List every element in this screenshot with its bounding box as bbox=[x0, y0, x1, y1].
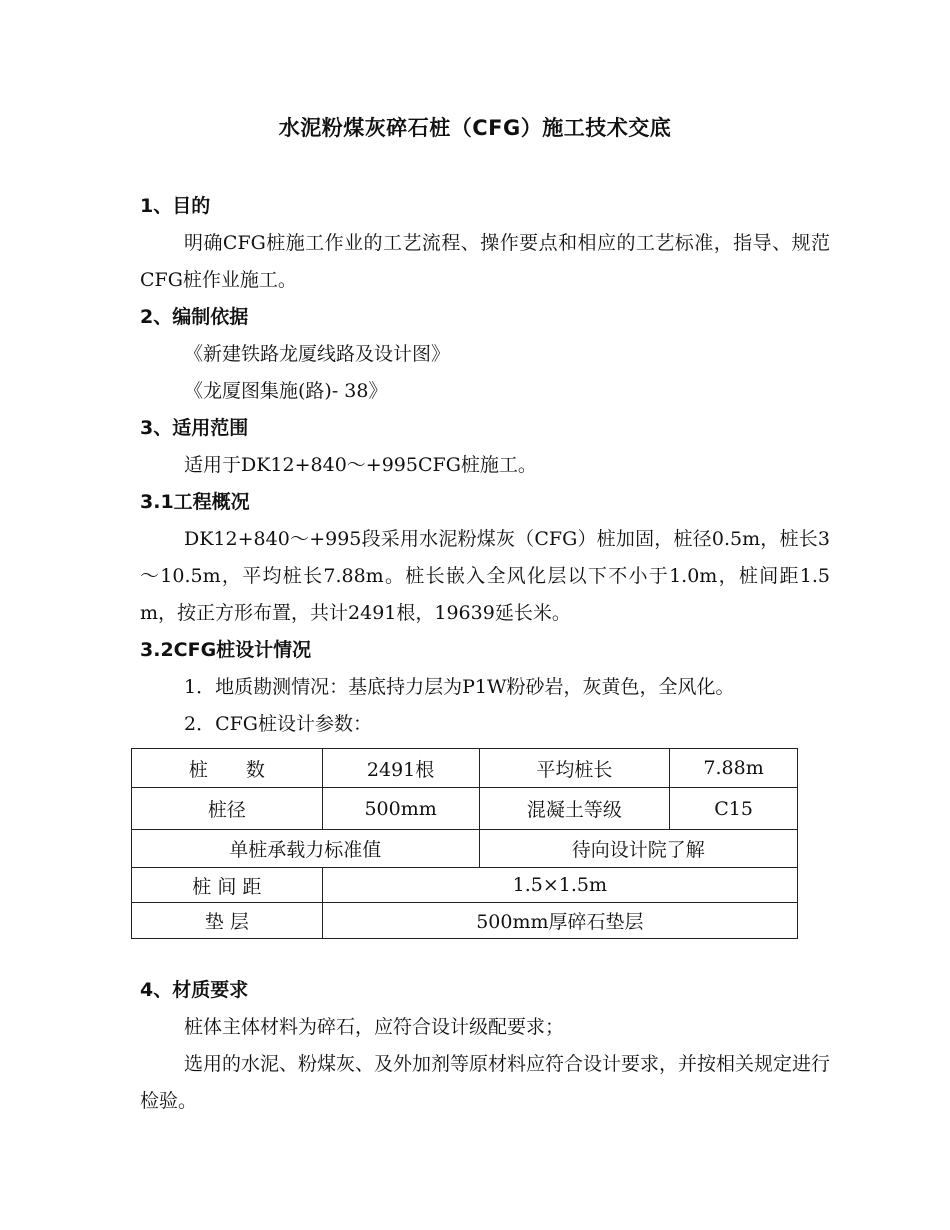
cfg-design-parameters-table bbox=[131, 748, 798, 939]
table-cell: 平均桩长 bbox=[479, 749, 670, 788]
table-cell: 1.5×1.5m bbox=[322, 868, 797, 903]
section-3-text: 适用于DK12+840～+995CFG桩施工。 bbox=[184, 454, 537, 476]
table-cell: 桩 数 bbox=[132, 749, 323, 788]
table-row bbox=[132, 868, 798, 903]
document-body bbox=[140, 188, 830, 743]
table-cell: 500mm bbox=[322, 788, 479, 830]
table-cell: 混凝土等级 bbox=[479, 788, 670, 830]
section-4-text-1: 桩体主体材料为碎石，应符合设计级配要求； bbox=[184, 1016, 565, 1038]
table-cell: 垫 层 bbox=[132, 903, 323, 939]
section-4-text-2: 选用的水泥、粉煤灰、及外加剂等原材料应符合设计要求，并按相关规定进行检验。 bbox=[140, 1053, 831, 1112]
section-4-heading: 4、材质要求 bbox=[140, 979, 249, 1001]
section-3-1-heading: 3.1工程概况 bbox=[140, 491, 250, 513]
section-2-heading: 2、编制依据 bbox=[140, 306, 249, 328]
table-cell: 桩 间 距 bbox=[132, 868, 323, 903]
section-3-heading: 3、适用范围 bbox=[140, 417, 249, 439]
section-3-2-heading: 3.2CFG桩设计情况 bbox=[140, 639, 312, 661]
document-title: 水泥粉煤灰碎石桩（CFG）施工技术交底 bbox=[278, 116, 672, 140]
section-2-item-2: 《龙厦图集施(路)- 38》 bbox=[184, 380, 388, 402]
table-cell: 2491根 bbox=[322, 749, 479, 788]
table-cell: 500mm厚碎石垫层 bbox=[322, 903, 797, 939]
table-row bbox=[132, 830, 798, 868]
section-1-heading: 1、目的 bbox=[140, 195, 211, 217]
section-3-1-text: DK12+840～+995段采用水泥粉煤灰（CFG）桩加固，桩径0.5m，桩长3～10.5m，平均桩长7.88m。桩长嵌入全风化层以下不小于1.0m，桩间距1.5m，按正方形布置，共计2491根，19639延长米。 bbox=[140, 528, 830, 624]
table-cell: 桩径 bbox=[132, 788, 323, 830]
table-row bbox=[132, 903, 798, 939]
table-cell: C15 bbox=[670, 788, 798, 830]
table-row bbox=[132, 788, 798, 830]
section-2-item-1: 《新建铁路龙厦线路及设计图》 bbox=[184, 343, 451, 365]
table-cell: 待向设计院了解 bbox=[479, 830, 797, 868]
section-4 bbox=[140, 972, 830, 1120]
section-1-text: 明确CFG桩施工作业的工艺流程、操作要点和相应的工艺标准，指导、规范CFG桩作业施工。 bbox=[140, 232, 830, 291]
section-3-2-item-2: 2．CFG桩设计参数： bbox=[184, 713, 372, 735]
table-cell: 单桩承载力标准值 bbox=[132, 830, 480, 868]
table-row bbox=[132, 749, 798, 788]
table-cell: 7.88m bbox=[670, 749, 798, 788]
section-3-2-item-1: 1．地质勘测情况：基底持力层为P1W粉砂岩，灰黄色，全风化。 bbox=[184, 676, 735, 698]
